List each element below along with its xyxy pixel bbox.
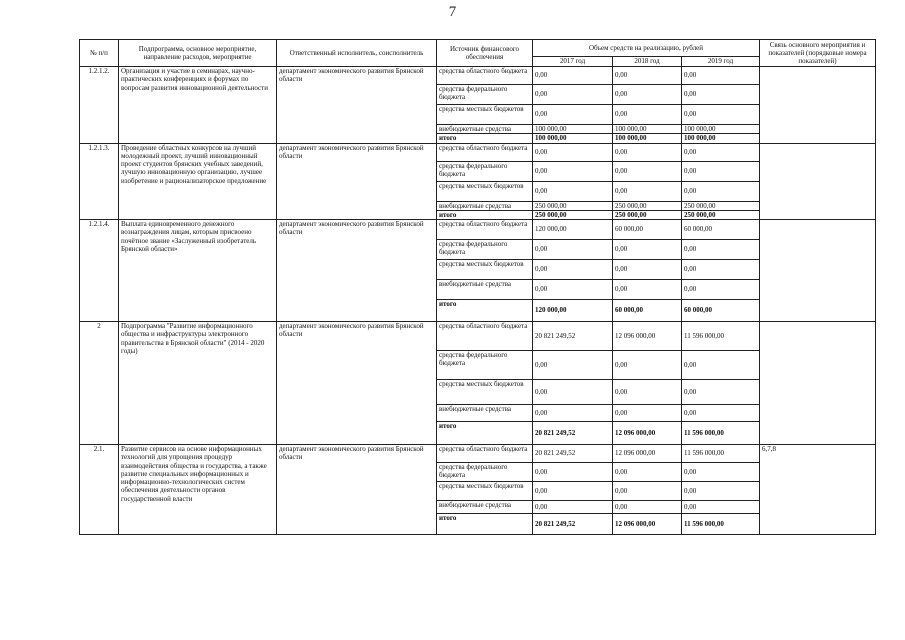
program-title: Организация и участие в семинарах, научно-практических конференциях и форумах по вопросам развития инновационной деятельности [119, 67, 277, 144]
program-title: Развитие сервисов на основе информационных технологий для упрощения процедур взаимодействия общества и государства, а также развитие специальных информационных и информационно-технологических систем обеспечения деятельности органов государственной власти [119, 445, 277, 535]
program-title: Выплата единовременного денежного вознаграждения лицам, которым присвоено почётное звание «Заслуженный изобретатель Брянской области» [119, 220, 277, 322]
amount-2018: 12 096 000,00 [613, 514, 682, 535]
amount-2017: 0,00 [533, 85, 613, 105]
amount-2017: 0,00 [533, 240, 613, 260]
amount-2019: 100 000,00 [682, 125, 760, 134]
amount-2018: 0,00 [613, 482, 682, 501]
header-program: Подпрограмма, основное мероприятие, направление расходов, мероприятие [119, 40, 277, 67]
amount-2019: 0,00 [682, 380, 760, 405]
amount-2018: 250 000,00 [613, 210, 682, 219]
amount-2017: 0,00 [533, 280, 613, 300]
header-source: Источник финансового обеспечения [437, 40, 533, 67]
amount-2019: 0,00 [682, 240, 760, 260]
funding-source: итого [437, 514, 533, 535]
amount-2018: 250 000,00 [613, 201, 682, 210]
amount-2017: 120 000,00 [533, 220, 613, 240]
funding-source: средства федерального бюджета [437, 240, 533, 260]
header-year-2017: 2017 год [533, 57, 613, 67]
amount-2019: 11 596 000,00 [682, 322, 760, 351]
amount-2017: 250 000,00 [533, 210, 613, 219]
amount-2018: 0,00 [613, 85, 682, 105]
row-number: 1.2.1.4. [80, 220, 119, 322]
amount-2018: 60 000,00 [613, 300, 682, 322]
funding-source: средства областного бюджета [437, 67, 533, 85]
funding-source: средства местных бюджетов [437, 105, 533, 125]
funding-source: средства федерального бюджета [437, 85, 533, 105]
amount-2017: 0,00 [533, 161, 613, 181]
amount-2019: 11 596 000,00 [682, 445, 760, 463]
amount-2019: 0,00 [682, 482, 760, 501]
row-number: 2 [80, 322, 119, 445]
amount-2018: 12 096 000,00 [613, 422, 682, 445]
program-title: Подпрограмма "Развитие информационного общества и инфраструктуры электронного правительства в Брянской области" (2014 - 2020 годы) [119, 322, 277, 445]
amount-2018: 12 096 000,00 [613, 322, 682, 351]
header-num: № п/п [80, 40, 119, 67]
table-row [80, 322, 876, 351]
amount-2017: 0,00 [533, 463, 613, 482]
amount-2017: 20 821 249,52 [533, 514, 613, 535]
budget-body [80, 67, 876, 535]
row-number: 2.1. [80, 445, 119, 535]
amount-2018: 0,00 [613, 501, 682, 514]
amount-2019: 0,00 [682, 351, 760, 380]
funding-source: внебюджетные средства [437, 280, 533, 300]
funding-source: внебюджетные средства [437, 201, 533, 210]
amount-2017: 0,00 [533, 67, 613, 85]
amount-2017: 20 821 249,52 [533, 445, 613, 463]
amount-2019: 11 596 000,00 [682, 422, 760, 445]
executor: департамент экономического развития Брянской области [277, 220, 437, 322]
amount-2018: 60 000,00 [613, 220, 682, 240]
table-row [80, 143, 876, 161]
amount-2019: 0,00 [682, 161, 760, 181]
header-link: Связь основного мероприятия и показателей (порядковые номера показателей) [760, 40, 876, 67]
budget-table [79, 39, 876, 535]
amount-2019: 60 000,00 [682, 300, 760, 322]
amount-2019: 0,00 [682, 405, 760, 422]
funding-source: внебюджетные средства [437, 501, 533, 514]
amount-2017: 20 821 249,52 [533, 422, 613, 445]
page-number: 7 [448, 4, 457, 20]
funding-source: средства областного бюджета [437, 220, 533, 240]
amount-2018: 100 000,00 [613, 134, 682, 143]
funding-source: итого [437, 210, 533, 219]
amount-2019: 0,00 [682, 143, 760, 161]
amount-2017: 0,00 [533, 405, 613, 422]
amount-2017: 0,00 [533, 482, 613, 501]
amount-2018: 0,00 [613, 380, 682, 405]
funding-source: средства федерального бюджета [437, 463, 533, 482]
header-year-2018: 2018 год [613, 57, 682, 67]
funding-source: итого [437, 134, 533, 143]
amount-2017: 100 000,00 [533, 134, 613, 143]
amount-2017: 0,00 [533, 260, 613, 280]
amount-2017: 250 000,00 [533, 201, 613, 210]
funding-source: итого [437, 300, 533, 322]
amount-2019: 0,00 [682, 501, 760, 514]
indicator-link [760, 143, 876, 220]
executor: департамент экономического развития Брянской области [277, 322, 437, 445]
amount-2019: 0,00 [682, 463, 760, 482]
amount-2017: 0,00 [533, 501, 613, 514]
table-row [80, 220, 876, 240]
amount-2018: 0,00 [613, 260, 682, 280]
header-amount: Объем средств на реализацию, рублей [533, 40, 760, 57]
amount-2018: 0,00 [613, 67, 682, 85]
funding-source: внебюджетные средства [437, 125, 533, 134]
funding-source: средства местных бюджетов [437, 482, 533, 501]
amount-2018: 0,00 [613, 161, 682, 181]
amount-2017: 0,00 [533, 105, 613, 125]
amount-2019: 0,00 [682, 280, 760, 300]
amount-2018: 100 000,00 [613, 125, 682, 134]
amount-2017: 0,00 [533, 143, 613, 161]
amount-2019: 0,00 [682, 85, 760, 105]
amount-2019: 250 000,00 [682, 210, 760, 219]
amount-2018: 0,00 [613, 181, 682, 201]
funding-source: средства местных бюджетов [437, 260, 533, 280]
amount-2018: 0,00 [613, 143, 682, 161]
row-number: 1.2.1.2. [80, 67, 119, 144]
funding-source: средства федерального бюджета [437, 351, 533, 380]
amount-2018: 0,00 [613, 351, 682, 380]
program-title: Проведение областных конкурсов на лучший молодежный проект, лучший инновационный проект студентов брянских учебных заведений, лучшую инновационную организацию, лучшее изобретение и рационализаторское предложение [119, 143, 277, 220]
amount-2019: 0,00 [682, 181, 760, 201]
amount-2019: 250 000,00 [682, 201, 760, 210]
amount-2019: 100 000,00 [682, 134, 760, 143]
header-executor: Ответственный исполнитель, соисполнитель [277, 40, 437, 67]
table-row [80, 445, 876, 463]
amount-2019: 0,00 [682, 105, 760, 125]
executor: департамент экономического развития Брянской области [277, 445, 437, 535]
funding-source: средства местных бюджетов [437, 181, 533, 201]
amount-2017: 0,00 [533, 351, 613, 380]
indicator-link [760, 322, 876, 445]
executor: департамент экономического развития Брянской области [277, 67, 437, 144]
amount-2019: 60 000,00 [682, 220, 760, 240]
amount-2017: 0,00 [533, 380, 613, 405]
funding-source: итого [437, 422, 533, 445]
amount-2019: 11 596 000,00 [682, 514, 760, 535]
funding-source: средства местных бюджетов [437, 380, 533, 405]
amount-2017: 100 000,00 [533, 125, 613, 134]
funding-source: внебюджетные средства [437, 405, 533, 422]
amount-2018: 0,00 [613, 240, 682, 260]
amount-2017: 0,00 [533, 181, 613, 201]
funding-source: средства областного бюджета [437, 322, 533, 351]
row-number: 1.2.1.3. [80, 143, 119, 220]
amount-2019: 0,00 [682, 260, 760, 280]
indicator-link [760, 220, 876, 322]
table-row [80, 67, 876, 85]
amount-2018: 0,00 [613, 405, 682, 422]
amount-2018: 0,00 [613, 280, 682, 300]
amount-2018: 0,00 [613, 463, 682, 482]
funding-source: средства областного бюджета [437, 445, 533, 463]
amount-2017: 120 000,00 [533, 300, 613, 322]
executor: департамент экономического развития Брянской области [277, 143, 437, 220]
indicator-link: 6,7,8 [760, 445, 876, 535]
amount-2018: 0,00 [613, 105, 682, 125]
header-year-2019: 2019 год [682, 57, 760, 67]
amount-2017: 20 821 249,52 [533, 322, 613, 351]
funding-source: средства областного бюджета [437, 143, 533, 161]
funding-source: средства федерального бюджета [437, 161, 533, 181]
amount-2018: 12 096 000,00 [613, 445, 682, 463]
amount-2019: 0,00 [682, 67, 760, 85]
indicator-link [760, 67, 876, 144]
